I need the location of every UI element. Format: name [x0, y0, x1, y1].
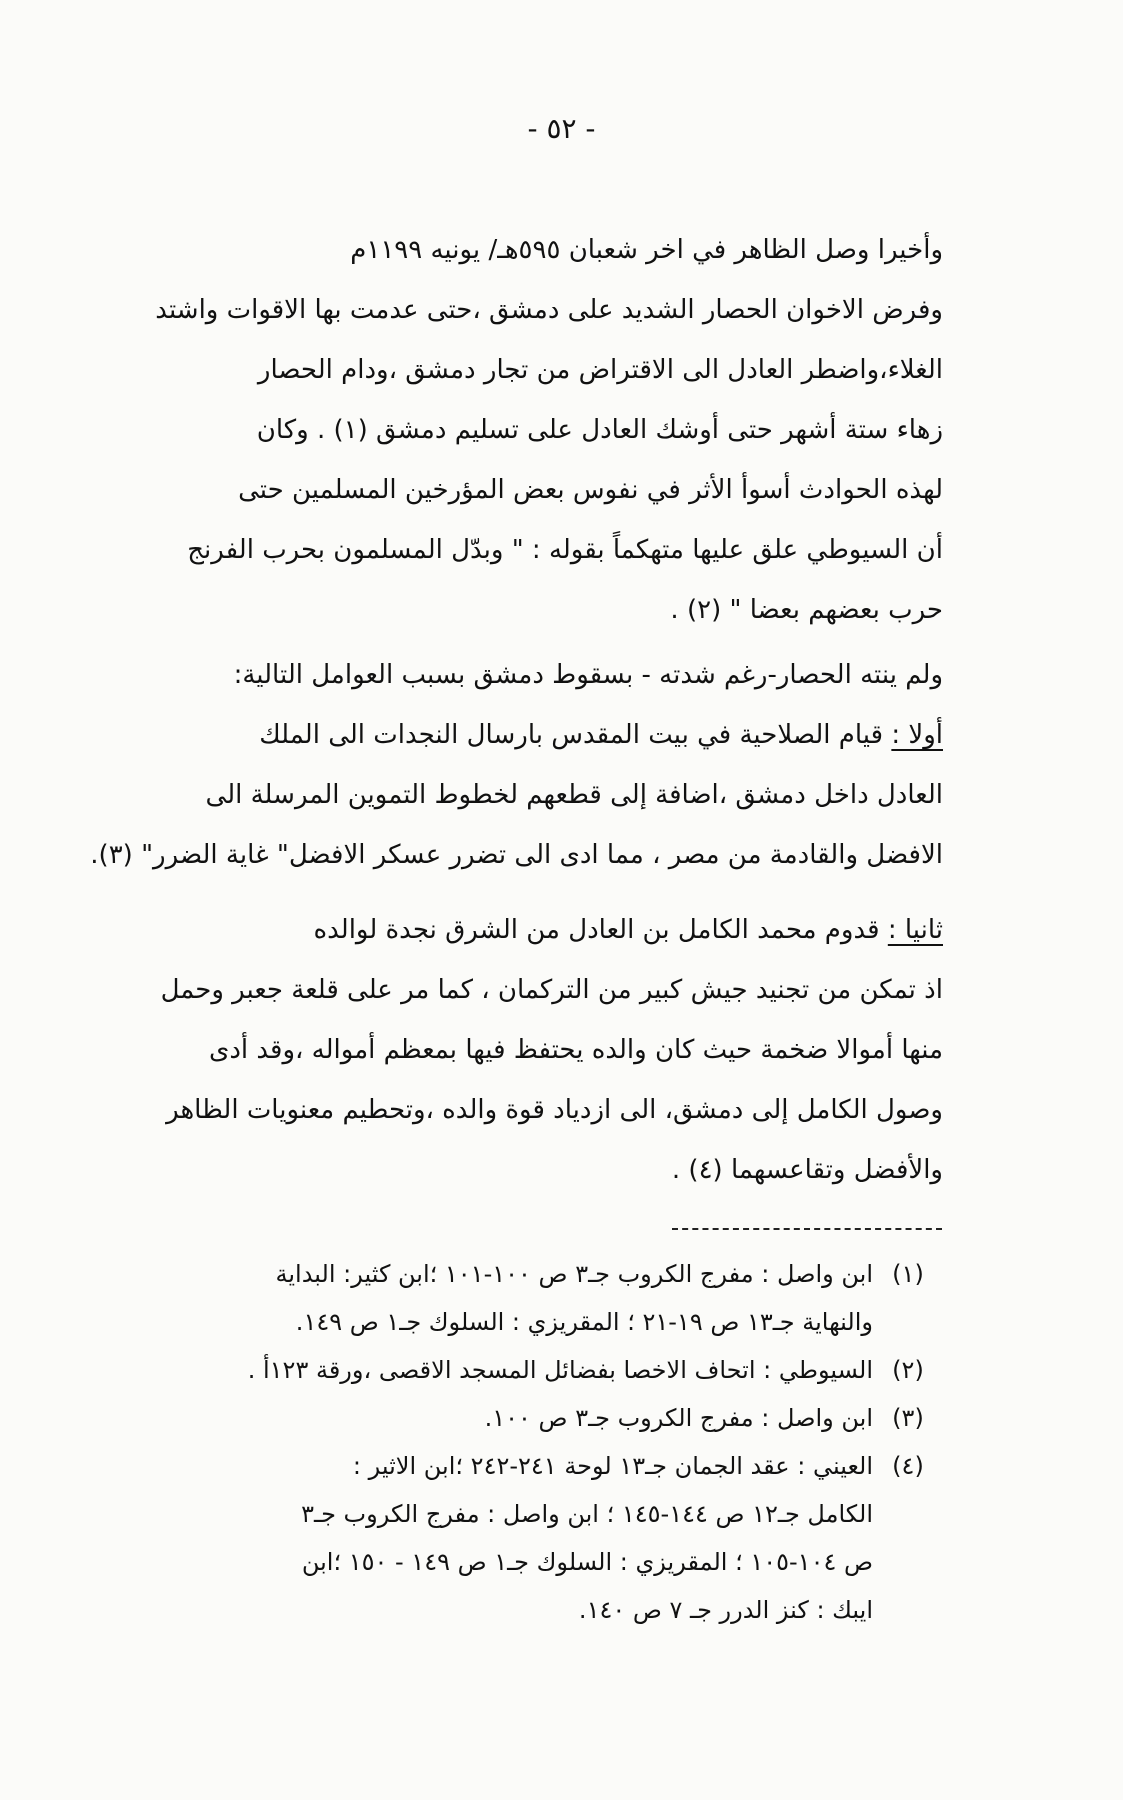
- footnote-number: (٤): [892, 1452, 924, 1480]
- text-line: حرب بعضهم بعضا " (٢) .: [670, 595, 943, 625]
- footnote-line: الكامل جـ١٢ ص ١٤٤-١٤٥ ؛ ابن واصل : مفرج الكروب جـ٣: [301, 1500, 873, 1528]
- footnote-line: ص ١٠٤-١٠٥ ؛ المقريزي : السلوك جـ١ ص ١٤٩ - ١٥٠ ؛ابن: [301, 1548, 873, 1576]
- text-line: [118, 900, 943, 960]
- footnote-text: [118, 1394, 873, 1442]
- text-line: والأفضل وتقاعسهما (٤) .: [671, 1155, 943, 1185]
- text-line: لهذه الحوادث أسوأ الأثر في نفوس بعض المؤرخين المسلمين حتى: [238, 475, 943, 505]
- paragraph-siege: [118, 220, 943, 640]
- text-line: اذ تمكن من تجنيد جيش كبير من التركمان ، كما مر على قلعة جعبر وحمل: [160, 975, 943, 1005]
- first-label: أولا :: [891, 720, 943, 750]
- text-line: وأخيرا وصل الظاهر في اخر شعبان ٥٩٥هـ/ يونيه ١١٩٩م: [350, 235, 943, 265]
- footnote-separator: [672, 1228, 942, 1230]
- footnote-number: (١): [892, 1260, 924, 1288]
- text-line: العادل داخل دمشق ،اضافة إلى قطعهم لخطوط التموين المرسلة الى: [205, 780, 943, 810]
- text-line: زهاء ستة أشهر حتى أوشك العادل على تسليم دمشق (١) . وكان: [256, 415, 943, 445]
- second-label: ثانيا :: [887, 915, 943, 945]
- paragraph-factors-intro: [118, 645, 943, 705]
- footnote-4: [118, 1442, 943, 1634]
- footnote-line: ابن واصل : مفرج الكروب جـ٣ ص ١٠٠.: [484, 1404, 873, 1432]
- paragraph-first-factor: [90, 705, 943, 885]
- footnote-line: ايبك : كنز الدرر جـ ٧ ص ١٤٠.: [578, 1596, 873, 1624]
- text-line: [118, 705, 943, 765]
- footnote-number: (٣): [892, 1404, 924, 1432]
- footnote-text: [118, 1250, 873, 1346]
- text-line: منها أموالا ضخمة حيث كان والده يحتفظ فيها بمعظم أمواله ،وقد أدى: [208, 1035, 943, 1065]
- footnote-text: [118, 1442, 873, 1634]
- footnote-line: والنهاية جـ١٣ ص ١٩-٢١ ؛ المقريزي : السلوك جـ١ ص ١٤٩.: [295, 1308, 873, 1336]
- footnote-text: [118, 1346, 873, 1394]
- text-fragment: قدوم محمد الكامل بن العادل من الشرق نجدة لوالده: [313, 915, 880, 945]
- text-line: الافضل والقادمة من مصر ، مما ادى الى تضرر عسكر الافضل" غاية الضرر" (٣).: [90, 840, 943, 870]
- text-line: ولم ينته الحصار-رغم شدته - بسقوط دمشق بسبب العوامل التالية:: [233, 660, 943, 690]
- footnote-2: [118, 1346, 943, 1394]
- footnote-line: العيني : عقد الجمان جـ١٣ لوحة ٢٤١-٢٤٢ ؛ابن الاثير :: [352, 1452, 873, 1480]
- footnote-1: [118, 1250, 943, 1346]
- footnote-line: ابن واصل : مفرج الكروب جـ٣ ص ١٠٠-١٠١ ؛ابن كثير: البداية: [275, 1260, 873, 1288]
- footnote-line: السيوطي : اتحاف الاخصا بفضائل المسجد الاقصى ،ورقة ١٢٣أ .: [247, 1356, 873, 1384]
- paragraph-second-factor: [118, 900, 943, 1200]
- text-line: أن السيوطي علق عليها متهكماً بقوله : " وبدّل المسلمون بحرب الفرنج: [187, 535, 943, 565]
- footnote-3: [118, 1394, 943, 1442]
- page-number: - ٥٢ -: [527, 112, 596, 145]
- footnote-number: (٢): [892, 1356, 924, 1384]
- text-fragment: قيام الصلاحية في بيت المقدس بارسال النجدات الى الملك: [259, 720, 884, 750]
- text-line: الغلاء،واضطر العادل الى الاقتراض من تجار دمشق ،ودام الحصار: [257, 355, 943, 385]
- footnotes: [118, 1250, 943, 1634]
- text-line: وفرض الاخوان الحصار الشديد على دمشق ،حتى عدمت بها الاقوات واشتد: [155, 295, 943, 325]
- text-line: وصول الكامل إلى دمشق، الى ازدياد قوة والده ،وتحطيم معنويات الظاهر: [166, 1095, 943, 1125]
